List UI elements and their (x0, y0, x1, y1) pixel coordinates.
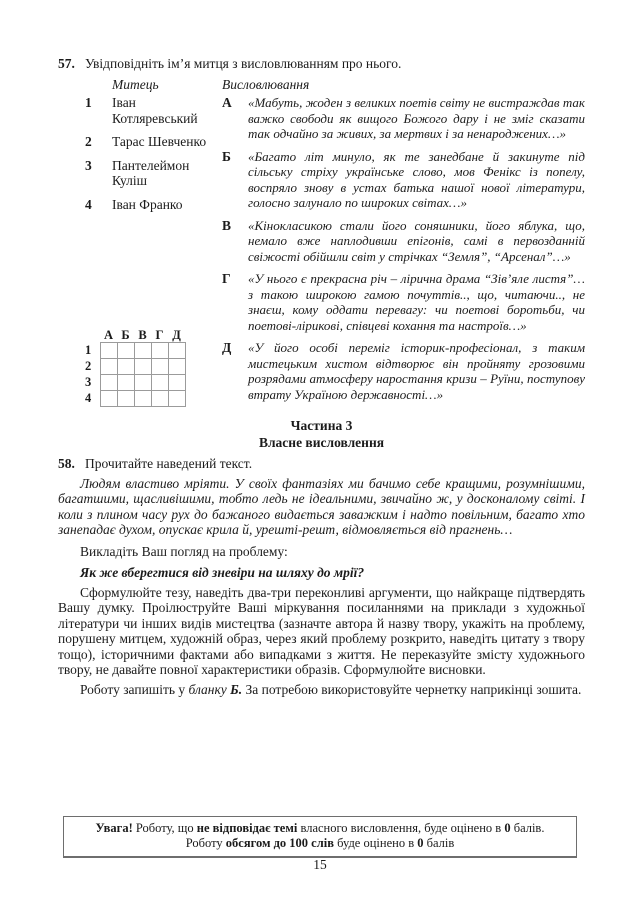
grid-row (101, 375, 186, 391)
grid-row-header: 3 (85, 375, 92, 389)
statement-item (222, 149, 585, 211)
question-58-number: 58. (58, 456, 75, 471)
statement-text: «Мабуть, жоден з великих поетів світу не вистраждав так важко свободи як вищого Божого дару і не зміг сказати так одчайно за живих, за мертвих і за ненароджених…» (248, 95, 585, 141)
grid-cell (135, 391, 152, 407)
grid-cell (169, 359, 186, 375)
warning-zero: 0 (504, 821, 511, 835)
form-note-blank-word: бланку (188, 681, 231, 697)
reading-text: Людям властиво мріяти. У своїх фантазіях ми бачимо себе кращими, розумнішими, багатшими, щасливішими, тобто ледь не ідеальними, звичайно ж, у досконалому світі. І коли з плином часу рух до бажаного видається заважким і надто повільним, багато хто занепадає духом, опускає крила й, урешті-решт, відмовляється від прагнень… (58, 475, 585, 537)
grid-cell (152, 391, 169, 407)
grid-row (101, 359, 186, 375)
problem-question: Як же вберегтися від зневіри на шляху до мрії? (80, 565, 365, 580)
warning-text: буде оцінено в (333, 836, 418, 850)
part3-subtitle: Власне висловлення (258, 435, 385, 450)
answer-grid-column-headers (100, 328, 222, 342)
warning-zero: 0 (417, 836, 424, 850)
statement-letter: Б (222, 148, 231, 164)
warning-text: балів. (510, 821, 545, 835)
answer-grid-cells (100, 342, 186, 407)
artist-number: 2 (85, 134, 92, 149)
grid-col-header: Д (172, 328, 181, 342)
warning-text: Роботу, що (132, 821, 197, 835)
artist-name: Тарас Шевченко (112, 134, 207, 149)
artist-name: Пантелеймон Куліш (112, 157, 190, 188)
grid-cell (135, 359, 152, 375)
question-57-prompt: Увідповідніть ім’я митця з висловлюванням про нього. (85, 56, 402, 71)
statement-item (222, 218, 585, 265)
statement-text: «Кінокласикою стали його соняшники, його яблука, що, немало вже наплодивши епігонів, самі в первозданній свіжості обійшли світ у стрічках “Земля”, “Арсенал”…» (248, 217, 585, 264)
grid-cell (118, 375, 135, 391)
grid-cell (152, 359, 169, 375)
warning-text: балів (423, 836, 455, 850)
statement-text: «Багато літ минуло, як те занедбане й закинуте під сільську стріху українське слово, мов Фенікс із попелу, воспряло знову в устах батька нашої нової літератури, голосно залунало по широких світах…» (248, 148, 585, 210)
grid-cell (152, 375, 169, 391)
statement-letter: В (222, 217, 232, 233)
warning-line-1 (74, 821, 566, 836)
artists-column (85, 77, 222, 410)
artist-number: 3 (85, 157, 92, 173)
statement-item (222, 271, 585, 333)
grid-row-header: 2 (85, 359, 92, 373)
artist-name: Іван Котляревський (112, 95, 198, 126)
artist-item (85, 95, 222, 126)
grid-row (101, 391, 186, 407)
part3-title: Частина 3 (290, 418, 353, 433)
grid-row (101, 343, 186, 359)
statement-letter: Г (222, 271, 231, 286)
page-number: 15 (313, 857, 327, 872)
statement-letter: А (222, 95, 232, 110)
question-57 (58, 56, 585, 72)
essay-instructions: Сформулюйте тезу, наведіть два-три переконливі аргументи, що найкраще підтвердять Вашу думку. Проілюструйте Ваші міркування посиланнями на приклади з художньої літератури чи інших видів мистецтва (зазначте автора й назву твору, укажіть на проблему, порушену митцем, художній образ, через який проблему розкрито, наведіть цитату з твору тощо), історичними фактами або випадками з життя. Не переказуйте змісту художнього твору, не давайте повної характеристики образів. Сформулюйте висновки. (58, 584, 585, 677)
warning-bold-text: обсягом до 100 слів (225, 836, 334, 850)
form-note-part: Роботу запишіть у (80, 681, 189, 697)
form-note-part: За потребою використовуйте чернетку наприкінці зошита. (242, 681, 582, 697)
grid-cell (135, 375, 152, 391)
artist-number: 4 (85, 196, 92, 212)
question-58-prompt: Прочитайте наведений текст. (85, 456, 253, 471)
answer-grid (85, 328, 222, 407)
artist-item (85, 134, 222, 150)
statement-text: «У нього є прекрасна річ – лірична драма “Зів’яле листя”… з такою широкою гамою почуттів.., що, читаючи.., не знаєш, кому оддати перевагу: чи поетові боротьби, чи поетові-лірикові, співцеві кохання та настроїв…» (248, 271, 585, 333)
statements-column (222, 77, 585, 410)
grid-row-header: 4 (85, 391, 92, 405)
question-58 (58, 456, 585, 472)
question-57-columns (85, 77, 585, 410)
grid-cell (169, 343, 186, 359)
grid-cell (101, 375, 118, 391)
statement-text: «У його особі переміг історик-професіонал, з таким мистецьким хистом відтворює він пройняту грозовими розрядами атмосферу наростання кризи – Руїни, поступову втрату Україною державності…» (248, 340, 585, 402)
grid-cell (169, 391, 186, 407)
instruction-intro: Викладіть Ваш погляд на проблему: (80, 543, 288, 559)
question-57-number: 57. (58, 56, 75, 71)
grid-col-header: Г (155, 328, 164, 342)
form-note (58, 682, 585, 698)
grid-cell (101, 343, 118, 359)
grid-cell (118, 359, 135, 375)
statement-item (222, 95, 585, 142)
grid-cell (101, 359, 118, 375)
warning-attention: Увага! (95, 821, 133, 835)
grid-cell (152, 343, 169, 359)
artist-item (85, 158, 222, 189)
answer-grid-row-headers (85, 342, 100, 407)
answer-grid-body (85, 342, 222, 407)
grid-col-header: Б (121, 328, 130, 342)
statement-item (222, 340, 585, 402)
warning-bold-text: не відповідає темі (196, 821, 298, 835)
artist-name: Іван Франко (112, 196, 183, 212)
form-note-blank-letter: Б. (230, 681, 243, 697)
grid-col-header: А (103, 328, 114, 342)
artist-item (85, 197, 222, 213)
grid-row-header: 1 (85, 343, 92, 357)
warning-box (63, 816, 577, 858)
grid-cell (101, 391, 118, 407)
grid-cell (118, 391, 135, 407)
grid-cell (169, 375, 186, 391)
statements-column-header: Висловлювання (222, 76, 310, 92)
statement-letter: Д (222, 340, 232, 355)
warning-text: власного висловлення, буде оцінено в (297, 821, 505, 835)
artist-number: 1 (85, 95, 92, 110)
warning-text: Роботу (185, 836, 226, 850)
artists-column-header: Митець (112, 76, 159, 92)
warning-line-2 (74, 836, 566, 851)
grid-cell (135, 343, 152, 359)
grid-col-header: В (138, 328, 147, 342)
grid-cell (118, 343, 135, 359)
